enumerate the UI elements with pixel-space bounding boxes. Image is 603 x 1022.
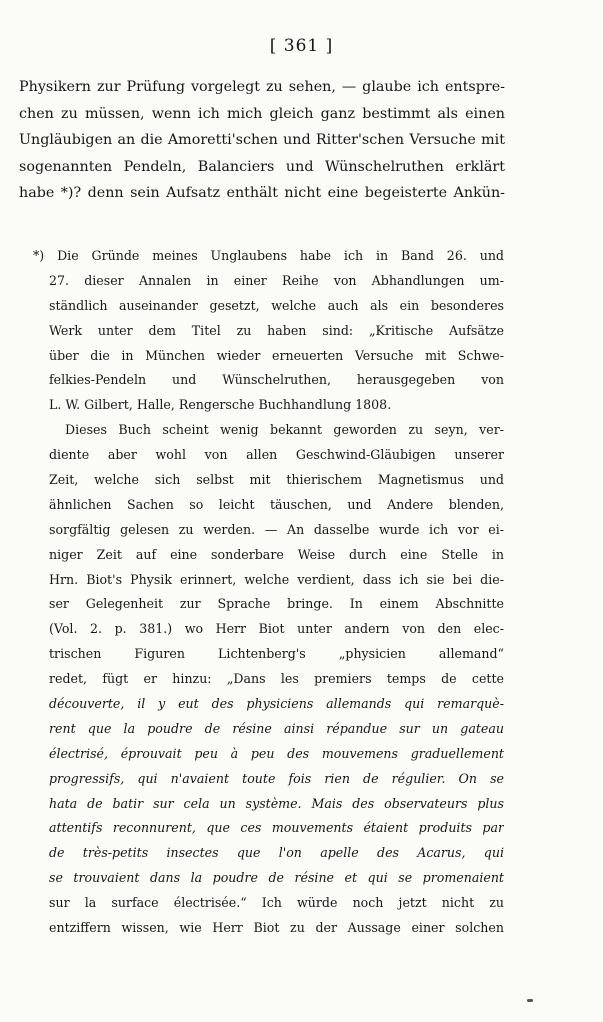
- footnote-line: Werk unter dem Titel zu haben sind: „Kritische Aufsätze: [49, 322, 504, 338]
- footnote-line: L. W. Gilbert, Halle, Rengersche Buchhandlung 1808.: [49, 397, 392, 413]
- footnote-line: découverte, il y eut des physiciens allemands qui remarquè-: [49, 696, 504, 712]
- body-line: Physikern zur Prüfung vorgelegt zu sehen, — glaube ich entspre-: [19, 79, 505, 95]
- footnote-line: se trouvaient dans la poudre de résine et qui se promenaient: [49, 870, 504, 886]
- footnote-line: Zeit, welche sich selbst mit thierischem Magnetismus und: [49, 472, 504, 488]
- footnote-line: 27. dieser Annalen in einer Reihe von Abhandlungen um-: [49, 272, 504, 288]
- body-line: Ungläubigen an die Amoretti'schen und Ritter'schen Versuche mit: [19, 132, 505, 149]
- footnote-line: rent que la poudre de résine ainsi répandue sur un gateau: [49, 720, 504, 736]
- footnote-line: électrisé, éprouvait peu à peu des mouvemens graduellement: [49, 745, 504, 761]
- footnote-line: über die in München wieder erneuerten Versuche mit Schwe-: [49, 347, 504, 363]
- scan-speck: [527, 999, 533, 1002]
- footnote-line: felkies-Pendeln und Wünschelruthen, herausgegeben von: [49, 372, 504, 388]
- footnote-line: progressifs, qui n'avaient toute fois rien de régulier. On se: [49, 770, 504, 786]
- footnote-line: Hrn. Biot's Physik erinnert, welche verdient, dass ich sie bei die-: [49, 571, 504, 587]
- main-text: [19, 74, 505, 207]
- footnote-line: Dieses Buch scheint wenig bekannt geworden zu seyn, ver-: [65, 422, 504, 438]
- footnote-line: de très-petits insectes que l'on apelle des Acarus, qui: [49, 845, 504, 861]
- footnote-line: (Vol. 2. p. 381.) wo Herr Biot unter andern von den elec-: [49, 621, 504, 637]
- footnote-line: sur la surface électrisée.“ Ich würde noch jetzt nicht zu: [49, 895, 504, 911]
- body-line: sogenannten Pendeln, Balanciers und Wünschelruthen erklärt: [19, 158, 505, 175]
- footnote: [33, 244, 504, 941]
- footnote-line: sorgfältig gelesen zu werden. — An dasselbe wurde ich vor ei-: [49, 521, 504, 537]
- footnote-line: ständlich auseinander gesetzt, welche auch als ein besonderes: [49, 297, 504, 313]
- footnote-line: entziffern wissen, wie Herr Biot zu der Aussage einer solchen: [49, 920, 504, 936]
- footnote-line: redet, fügt er hinzu: „Dans les premiers temps de cette: [49, 671, 504, 687]
- body-line: habe *)? denn sein Aufsatz enthält nicht eine begeisterte Ankün-: [19, 185, 505, 202]
- footnote-line: ser Gelegenheit zur Sprache bringe. In einem Abschnitte: [49, 596, 504, 612]
- footnote-line: attentifs reconnurent, que ces mouvements étaient produits par: [49, 820, 504, 836]
- footnote-line: *) Die Gründe meines Unglaubens habe ich in Band 26. und: [33, 248, 504, 263]
- page-number: [ 361 ]: [269, 36, 334, 56]
- footnote-line: hata de batir sur cela un système. Mais des observateurs plus: [49, 795, 504, 811]
- footnote-line: niger Zeit auf eine sonderbare Weise durch eine Stelle in: [49, 546, 504, 562]
- footnote-line: trischen Figuren Lichtenberg's „physicien allemand“: [49, 646, 504, 662]
- footnote-line: diente aber wohl von allen Geschwind-Gläubigen unserer: [49, 447, 504, 463]
- body-line: chen zu müssen, wenn ich mich gleich ganz bestimmt als einen: [19, 105, 505, 122]
- footnote-line: ähnlichen Sachen so leicht täuschen, und Andere blenden,: [49, 496, 504, 512]
